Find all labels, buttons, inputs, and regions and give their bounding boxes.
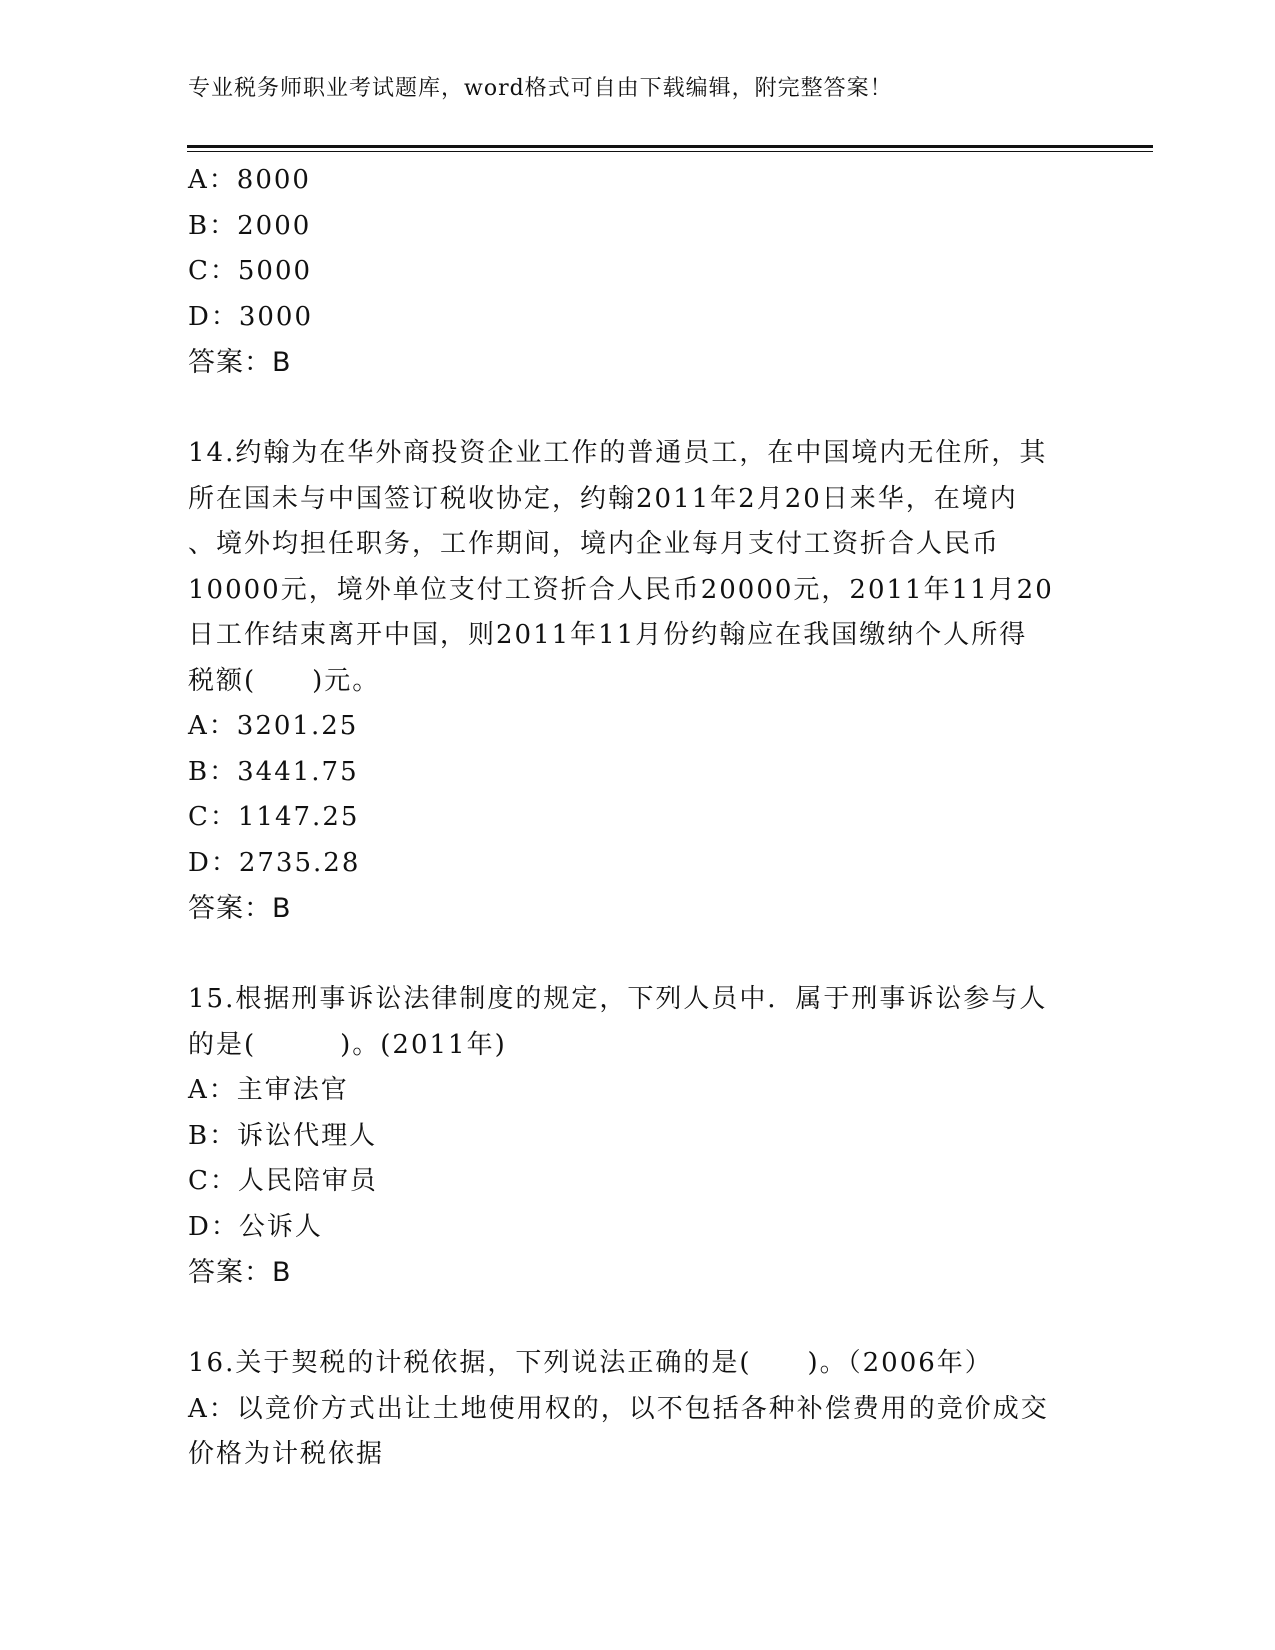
question-text-line: 所在国未与中国签订税收协定，约翰2011年2月20日来华，在境内: [188, 483, 1018, 514]
option-a: A：以竞价方式出让土地使用权的，以不包括各种补偿费用的竞价成交: [188, 1393, 1049, 1424]
option-a: A：8000: [188, 165, 311, 195]
option-b: B：诉讼代理人: [188, 1120, 378, 1151]
page-header: 专业税务师职业考试题库，word格式可自由下载编辑，附完整答案！: [188, 76, 893, 101]
option-a: A：主审法官: [188, 1075, 349, 1105]
question-text-line: 14.约翰为在华外商投资企业工作的普通员工，在中国境内无住所，其: [188, 438, 1048, 468]
question-text-line: 的是( )。(2011年): [188, 1029, 507, 1060]
option-d: D：3000: [188, 301, 314, 332]
question-text-line: 税额( )元。: [188, 665, 381, 696]
option-b: B：2000: [188, 210, 312, 241]
option-d: D：公诉人: [188, 1211, 323, 1242]
header-rule-thin: [187, 151, 1153, 152]
answer-line: 答案：B: [188, 1257, 292, 1288]
question-text-line: 、境外均担任职务，工作期间，境内企业每月支付工资折合人民币: [188, 529, 1001, 559]
option-c: C：5000: [188, 256, 313, 286]
question-text-line: 10000元，境外单位支付工资折合人民币20000元，2011年11月20: [188, 574, 1054, 605]
spacer: [188, 386, 1078, 432]
question-text-line: 日工作结束离开中国，则2011年11月份约翰应在我国缴纳个人所得: [188, 620, 1028, 650]
document-content: [188, 158, 1078, 1478]
option-c: C：人民陪审员: [188, 1166, 378, 1196]
option-d: D：2735.28: [188, 847, 361, 878]
answer-line: 答案：B: [188, 893, 292, 924]
option-c: C：1147.25: [188, 802, 360, 832]
spacer: [188, 1296, 1078, 1342]
answer-line: 答案：B: [188, 347, 292, 378]
option-a-continuation: 价格为计税依据: [188, 1439, 385, 1469]
question-text-line: 15.根据刑事诉讼法律制度的规定，下列人员中．属于刑事诉讼参与人: [188, 984, 1048, 1014]
option-a: A：3201.25: [188, 711, 359, 741]
question-15: [188, 977, 1078, 1296]
question-13-tail: [188, 158, 1078, 386]
header-rule-thick: [187, 145, 1153, 148]
question-16: [188, 1341, 1078, 1478]
question-text-line: 16.关于契税的计税依据，下列说法正确的是( )。（2006年）: [188, 1348, 993, 1378]
option-b: B：3441.75: [188, 756, 359, 787]
question-14: [188, 431, 1078, 932]
spacer: [188, 932, 1078, 978]
